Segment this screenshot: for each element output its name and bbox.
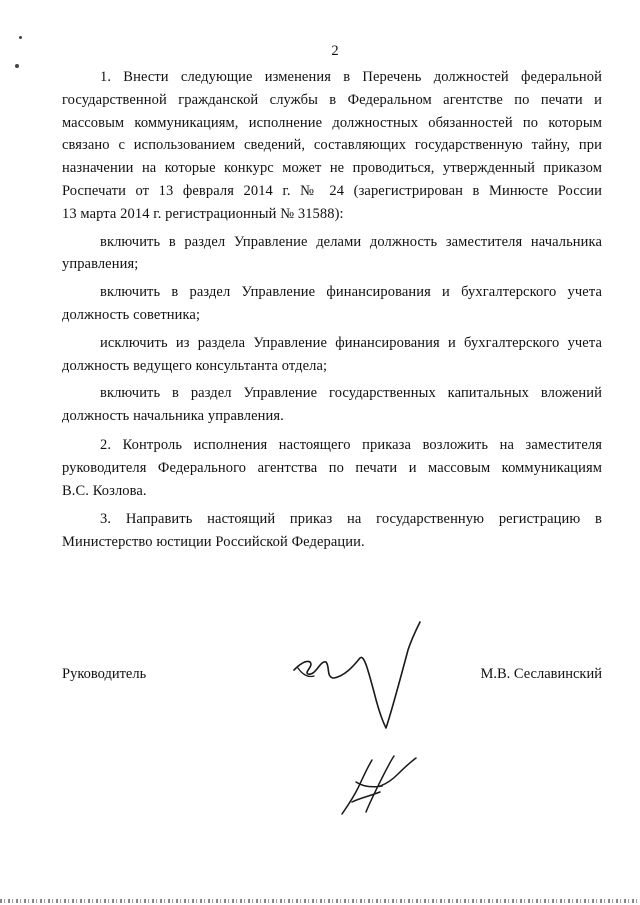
- paragraph-1: [62, 66, 602, 226]
- text-line: должность начальника управления.: [62, 408, 284, 425]
- text-line: должность советника;: [62, 306, 201, 323]
- paragraph-4: [62, 332, 602, 378]
- text-line: исключить из раздела Управление финансирования и бухгалтерского учета: [100, 334, 602, 351]
- signer-title: Руководитель: [62, 666, 147, 682]
- signer-name: М.В. Сеславинский: [480, 666, 602, 682]
- paragraph-6: [62, 434, 602, 502]
- text-line: должность ведущего консультанта отдела;: [62, 357, 328, 374]
- scan-speck: [19, 36, 22, 39]
- text-line: управления;: [62, 256, 139, 273]
- initials-signature: [336, 752, 426, 822]
- scan-edge-artifact: [0, 899, 640, 903]
- page-number: 2: [331, 43, 339, 59]
- text-line: государственной гражданской службы в Федеральном агентстве по печати и: [62, 91, 602, 108]
- text-line: 3. Направить настоящий приказ на государственную регистрацию в: [100, 511, 602, 528]
- text-line: руководителя Федерального агентства по печати и массовым коммуникациям: [62, 459, 602, 476]
- text-line: Министерство юстиции Российской Федерации.: [62, 534, 365, 551]
- text-line: 2. Контроль исполнения настоящего приказа возложить на заместителя: [100, 436, 602, 453]
- paragraph-2: [62, 231, 602, 277]
- document-body: [62, 66, 602, 554]
- text-line: массовым коммуникациям, исполнение должностных обязанностей по которым: [62, 114, 602, 131]
- text-line: Роспечати от 13 февраля 2014 г. № 24 (зарегистрирован в Минюсте России: [62, 182, 602, 199]
- paragraph-5: [62, 382, 602, 428]
- paragraph-7: [62, 508, 602, 554]
- text-line: 13 марта 2014 г. регистрационный № 31588):: [62, 205, 344, 222]
- text-line: 1. Внести следующие изменения в Перечень должностей федеральной: [100, 69, 602, 85]
- text-line: назначении на которые конкурс может не проводиться, утвержденный приказом: [62, 160, 602, 177]
- text-line: включить в раздел Управление делами должность заместителя начальника: [100, 233, 602, 250]
- scan-speck: [15, 64, 19, 68]
- paragraph-3: [62, 281, 602, 327]
- text-line: В.С. Козлова.: [62, 482, 147, 499]
- text-line: включить в раздел Управление государственных капитальных вложений: [100, 385, 602, 402]
- handwritten-signature: [290, 620, 440, 740]
- text-line: включить в раздел Управление финансирования и бухгалтерского учета: [100, 284, 602, 301]
- text-line: связано с использованием сведений, составляющих государственную тайну, при: [62, 137, 602, 154]
